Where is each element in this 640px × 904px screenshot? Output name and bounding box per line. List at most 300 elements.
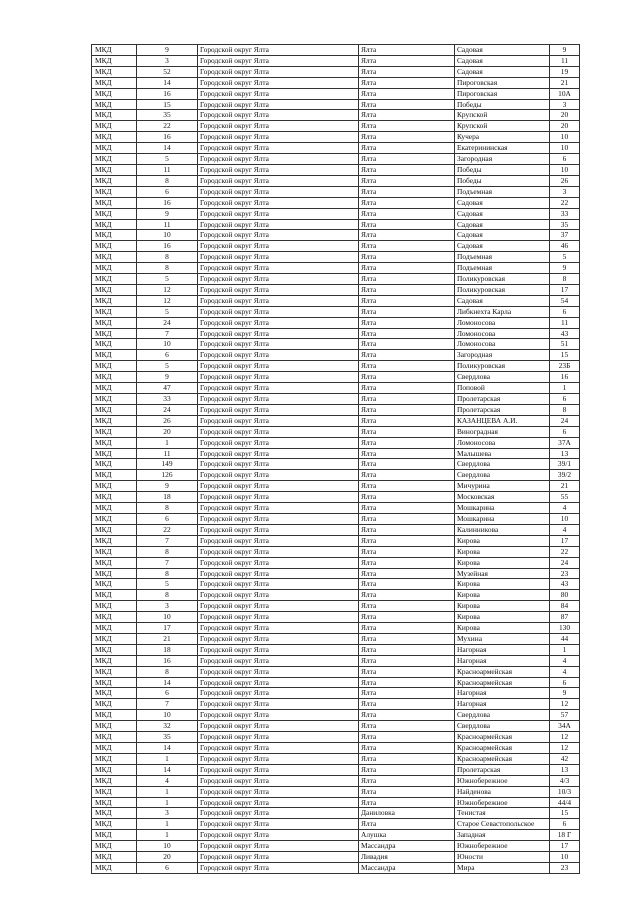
- apartments-count-cell: 5: [137, 361, 198, 372]
- locality-cell: Ялта: [359, 732, 455, 743]
- table-row: [92, 862, 580, 873]
- municipality-cell: Городской округ Ялта: [198, 470, 359, 481]
- municipality-cell: Городской округ Ялта: [198, 546, 359, 557]
- locality-cell: Ялта: [359, 677, 455, 688]
- house-number-cell: 16: [550, 372, 580, 383]
- building-type-cell: МКД: [92, 317, 137, 328]
- apartments-count-cell: 33: [137, 394, 198, 405]
- building-type-cell: МКД: [92, 819, 137, 830]
- municipality-cell: Городской округ Ялта: [198, 66, 359, 77]
- locality-cell: Ялта: [359, 448, 455, 459]
- house-number-cell: 10А: [550, 88, 580, 99]
- apartments-count-cell: 14: [137, 764, 198, 775]
- building-type-cell: МКД: [92, 274, 137, 285]
- house-number-cell: 6: [550, 677, 580, 688]
- apartments-count-cell: 18: [137, 492, 198, 503]
- table-row: [92, 721, 580, 732]
- street-cell: Свердлова: [455, 372, 550, 383]
- table-row: [92, 623, 580, 634]
- table-row: [92, 328, 580, 339]
- house-number-cell: 13: [550, 448, 580, 459]
- house-number-cell: 37А: [550, 437, 580, 448]
- apartments-count-cell: 6: [137, 513, 198, 524]
- apartments-count-cell: 8: [137, 175, 198, 186]
- house-number-cell: 6: [550, 154, 580, 165]
- table-row: [92, 830, 580, 841]
- building-type-cell: МКД: [92, 132, 137, 143]
- street-cell: Виноградная: [455, 426, 550, 437]
- apartments-count-cell: 22: [137, 121, 198, 132]
- table-row: [92, 688, 580, 699]
- municipality-cell: Городской округ Ялта: [198, 154, 359, 165]
- street-cell: Ломоносова: [455, 328, 550, 339]
- locality-cell: Ялта: [359, 284, 455, 295]
- apartments-count-cell: 7: [137, 699, 198, 710]
- locality-cell: Даниловка: [359, 808, 455, 819]
- apartments-count-cell: 9: [137, 372, 198, 383]
- building-type-cell: МКД: [92, 350, 137, 361]
- municipality-cell: Городской округ Ялта: [198, 284, 359, 295]
- municipality-cell: Городской округ Ялта: [198, 590, 359, 601]
- street-cell: Красноармейская: [455, 732, 550, 743]
- street-cell: Либкнехта Карла: [455, 306, 550, 317]
- street-cell: Мухина: [455, 633, 550, 644]
- table-row: [92, 535, 580, 546]
- apartments-count-cell: 10: [137, 710, 198, 721]
- street-cell: Пролетарская: [455, 404, 550, 415]
- building-type-cell: МКД: [92, 732, 137, 743]
- building-type-cell: МКД: [92, 601, 137, 612]
- building-type-cell: МКД: [92, 808, 137, 819]
- municipality-cell: Городской округ Ялта: [198, 797, 359, 808]
- locality-cell: Ялта: [359, 45, 455, 56]
- street-cell: Кучера: [455, 132, 550, 143]
- locality-cell: Ялта: [359, 230, 455, 241]
- locality-cell: Ялта: [359, 132, 455, 143]
- locality-cell: Ялта: [359, 77, 455, 88]
- municipality-cell: Городской округ Ялта: [198, 764, 359, 775]
- street-cell: Поликуровская: [455, 284, 550, 295]
- table-row: [92, 143, 580, 154]
- table-row: [92, 633, 580, 644]
- municipality-cell: Городской округ Ялта: [198, 513, 359, 524]
- apartments-count-cell: 26: [137, 415, 198, 426]
- municipality-cell: Городской округ Ялта: [198, 579, 359, 590]
- municipality-cell: Городской округ Ялта: [198, 77, 359, 88]
- house-number-cell: 4: [550, 503, 580, 514]
- house-number-cell: 42: [550, 753, 580, 764]
- municipality-cell: Городской округ Ялта: [198, 208, 359, 219]
- street-cell: Подъемная: [455, 186, 550, 197]
- municipality-cell: Городской округ Ялта: [198, 394, 359, 405]
- house-number-cell: 10: [550, 132, 580, 143]
- locality-cell: Ялта: [359, 197, 455, 208]
- house-number-cell: 6: [550, 306, 580, 317]
- building-type-cell: МКД: [92, 448, 137, 459]
- house-number-cell: 39/2: [550, 470, 580, 481]
- municipality-cell: Городской округ Ялта: [198, 274, 359, 285]
- locality-cell: Ялта: [359, 710, 455, 721]
- house-number-cell: 43: [550, 328, 580, 339]
- street-cell: Кирова: [455, 535, 550, 546]
- street-cell: Садовая: [455, 230, 550, 241]
- street-cell: Загородная: [455, 350, 550, 361]
- street-cell: Мира: [455, 862, 550, 873]
- building-type-cell: МКД: [92, 568, 137, 579]
- apartments-count-cell: 3: [137, 601, 198, 612]
- street-cell: Нагорная: [455, 644, 550, 655]
- street-cell: Пироговская: [455, 88, 550, 99]
- locality-cell: Ялта: [359, 55, 455, 66]
- locality-cell: Ялта: [359, 66, 455, 77]
- street-cell: Музейная: [455, 568, 550, 579]
- house-number-cell: 13: [550, 764, 580, 775]
- locality-cell: Ялта: [359, 579, 455, 590]
- house-number-cell: 15: [550, 350, 580, 361]
- house-number-cell: 34А: [550, 721, 580, 732]
- building-type-cell: МКД: [92, 219, 137, 230]
- apartments-count-cell: 10: [137, 841, 198, 852]
- table-row: [92, 45, 580, 56]
- table-row: [92, 121, 580, 132]
- table-row: [92, 295, 580, 306]
- street-cell: Нагорная: [455, 688, 550, 699]
- table-row: [92, 677, 580, 688]
- house-number-cell: 12: [550, 743, 580, 754]
- municipality-cell: Городской округ Ялта: [198, 775, 359, 786]
- street-cell: Загородная: [455, 154, 550, 165]
- building-type-cell: МКД: [92, 753, 137, 764]
- locality-cell: Ялта: [359, 394, 455, 405]
- locality-cell: Ялта: [359, 623, 455, 634]
- building-type-cell: МКД: [92, 721, 137, 732]
- street-cell: Нагорная: [455, 699, 550, 710]
- street-cell: Садовая: [455, 241, 550, 252]
- street-cell: Подъемная: [455, 252, 550, 263]
- street-cell: Нагорная: [455, 655, 550, 666]
- apartments-count-cell: 7: [137, 535, 198, 546]
- table-row: [92, 241, 580, 252]
- street-cell: Тенистая: [455, 808, 550, 819]
- building-type-cell: МКД: [92, 459, 137, 470]
- table-row: [92, 710, 580, 721]
- apartments-count-cell: 8: [137, 263, 198, 274]
- building-type-cell: МКД: [92, 77, 137, 88]
- apartments-count-cell: 11: [137, 219, 198, 230]
- locality-cell: Массандра: [359, 841, 455, 852]
- table-row: [92, 186, 580, 197]
- street-cell: Пролетарская: [455, 764, 550, 775]
- building-type-cell: МКД: [92, 623, 137, 634]
- street-cell: Кирова: [455, 590, 550, 601]
- apartments-count-cell: 14: [137, 677, 198, 688]
- house-number-cell: 21: [550, 481, 580, 492]
- apartments-count-cell: 3: [137, 55, 198, 66]
- street-cell: Садовая: [455, 295, 550, 306]
- locality-cell: Ялта: [359, 426, 455, 437]
- municipality-cell: Городской округ Ялта: [198, 317, 359, 328]
- house-number-cell: 9: [550, 688, 580, 699]
- street-cell: Пролетарская: [455, 394, 550, 405]
- building-type-cell: МКД: [92, 437, 137, 448]
- house-number-cell: 9: [550, 45, 580, 56]
- street-cell: Московская: [455, 492, 550, 503]
- locality-cell: Ялта: [359, 633, 455, 644]
- table-row: [92, 66, 580, 77]
- locality-cell: Ялта: [359, 415, 455, 426]
- house-number-cell: 4: [550, 524, 580, 535]
- locality-cell: Ялта: [359, 143, 455, 154]
- building-type-cell: МКД: [92, 306, 137, 317]
- apartments-count-cell: 17: [137, 623, 198, 634]
- house-number-cell: 4: [550, 666, 580, 677]
- building-type-cell: МКД: [92, 66, 137, 77]
- municipality-cell: Городской округ Ялта: [198, 492, 359, 503]
- house-number-cell: 3: [550, 99, 580, 110]
- table-row: [92, 154, 580, 165]
- table-row: [92, 99, 580, 110]
- municipality-cell: Городской округ Ялта: [198, 557, 359, 568]
- house-number-cell: 130: [550, 623, 580, 634]
- apartments-count-cell: 16: [137, 655, 198, 666]
- locality-cell: Ялта: [359, 721, 455, 732]
- table-row: [92, 437, 580, 448]
- locality-cell: Ялта: [359, 557, 455, 568]
- municipality-cell: Городской округ Ялта: [198, 88, 359, 99]
- building-type-cell: МКД: [92, 666, 137, 677]
- building-type-cell: МКД: [92, 655, 137, 666]
- apartments-count-cell: 47: [137, 383, 198, 394]
- locality-cell: Ялта: [359, 99, 455, 110]
- building-type-cell: МКД: [92, 688, 137, 699]
- house-number-cell: 51: [550, 339, 580, 350]
- locality-cell: Ялта: [359, 568, 455, 579]
- building-type-cell: МКД: [92, 513, 137, 524]
- building-type-cell: МКД: [92, 644, 137, 655]
- table-row: [92, 77, 580, 88]
- locality-cell: Ялта: [359, 219, 455, 230]
- building-type-cell: МКД: [92, 186, 137, 197]
- locality-cell: Ялта: [359, 241, 455, 252]
- street-cell: Крупской: [455, 110, 550, 121]
- street-cell: Садовая: [455, 219, 550, 230]
- building-type-cell: МКД: [92, 797, 137, 808]
- house-number-cell: 54: [550, 295, 580, 306]
- locality-cell: Ялта: [359, 666, 455, 677]
- building-type-cell: МКД: [92, 110, 137, 121]
- locality-cell: Ялта: [359, 775, 455, 786]
- apartments-count-cell: 52: [137, 66, 198, 77]
- building-type-cell: МКД: [92, 841, 137, 852]
- municipality-cell: Городской округ Ялта: [198, 721, 359, 732]
- street-cell: Садовая: [455, 55, 550, 66]
- municipality-cell: Городской округ Ялта: [198, 819, 359, 830]
- apartments-count-cell: 16: [137, 88, 198, 99]
- table-row: [92, 306, 580, 317]
- municipality-cell: Городской округ Ялта: [198, 241, 359, 252]
- street-cell: Садовая: [455, 208, 550, 219]
- building-type-cell: МКД: [92, 524, 137, 535]
- locality-cell: Ялта: [359, 339, 455, 350]
- locality-cell: Ялта: [359, 306, 455, 317]
- building-type-cell: МКД: [92, 55, 137, 66]
- apartments-count-cell: 8: [137, 590, 198, 601]
- house-number-cell: 26: [550, 175, 580, 186]
- municipality-cell: Городской округ Ялта: [198, 263, 359, 274]
- apartments-count-cell: 5: [137, 306, 198, 317]
- municipality-cell: Городской округ Ялта: [198, 164, 359, 175]
- building-type-cell: МКД: [92, 45, 137, 56]
- house-number-cell: 1: [550, 383, 580, 394]
- table-row: [92, 568, 580, 579]
- locality-cell: Ялта: [359, 383, 455, 394]
- table-row: [92, 808, 580, 819]
- house-number-cell: 23: [550, 862, 580, 873]
- table-row: [92, 404, 580, 415]
- apartments-count-cell: 10: [137, 612, 198, 623]
- house-number-cell: 87: [550, 612, 580, 623]
- table-row: [92, 775, 580, 786]
- street-cell: Свердлова: [455, 721, 550, 732]
- apartments-count-cell: 126: [137, 470, 198, 481]
- municipality-cell: Городской округ Ялта: [198, 710, 359, 721]
- locality-cell: Ялта: [359, 688, 455, 699]
- building-type-cell: МКД: [92, 503, 137, 514]
- apartments-count-cell: 11: [137, 448, 198, 459]
- building-type-cell: МКД: [92, 284, 137, 295]
- house-number-cell: 6: [550, 426, 580, 437]
- municipality-cell: Городской округ Ялта: [198, 361, 359, 372]
- municipality-cell: Городской округ Ялта: [198, 601, 359, 612]
- locality-cell: Алушка: [359, 830, 455, 841]
- building-type-cell: МКД: [92, 862, 137, 873]
- house-number-cell: 80: [550, 590, 580, 601]
- table-row: [92, 655, 580, 666]
- municipality-cell: Городской округ Ялта: [198, 481, 359, 492]
- locality-cell: Ялта: [359, 404, 455, 415]
- street-cell: Свердлова: [455, 710, 550, 721]
- apartments-count-cell: 35: [137, 732, 198, 743]
- locality-cell: Ялта: [359, 513, 455, 524]
- building-type-cell: МКД: [92, 121, 137, 132]
- table-row: [92, 317, 580, 328]
- house-number-cell: 18 Г: [550, 830, 580, 841]
- table-row: [92, 415, 580, 426]
- apartments-count-cell: 21: [137, 633, 198, 644]
- locality-cell: Ялта: [359, 786, 455, 797]
- street-cell: Кирова: [455, 557, 550, 568]
- table-row: [92, 786, 580, 797]
- building-type-cell: МКД: [92, 88, 137, 99]
- building-type-cell: МКД: [92, 590, 137, 601]
- street-cell: Кирова: [455, 612, 550, 623]
- house-number-cell: 33: [550, 208, 580, 219]
- municipality-cell: Городской округ Ялта: [198, 306, 359, 317]
- street-cell: Юности: [455, 852, 550, 863]
- house-number-cell: 10: [550, 513, 580, 524]
- street-cell: Мошкарина: [455, 503, 550, 514]
- locality-cell: Ялта: [359, 601, 455, 612]
- table-row: [92, 590, 580, 601]
- municipality-cell: Городской округ Ялта: [198, 677, 359, 688]
- apartments-count-cell: 14: [137, 743, 198, 754]
- locality-cell: Ялта: [359, 764, 455, 775]
- locality-cell: Ялта: [359, 208, 455, 219]
- apartments-count-cell: 1: [137, 753, 198, 764]
- municipality-cell: Городской округ Ялта: [198, 841, 359, 852]
- table-row: [92, 175, 580, 186]
- street-cell: Свердлова: [455, 459, 550, 470]
- locality-cell: Ялта: [359, 437, 455, 448]
- table-row: [92, 132, 580, 143]
- table-row: [92, 284, 580, 295]
- table-row: [92, 764, 580, 775]
- apartments-count-cell: 11: [137, 164, 198, 175]
- table-row: [92, 394, 580, 405]
- house-number-cell: 12: [550, 699, 580, 710]
- house-number-cell: 24: [550, 415, 580, 426]
- locality-cell: Ялта: [359, 535, 455, 546]
- house-number-cell: 12: [550, 732, 580, 743]
- table-row: [92, 383, 580, 394]
- apartments-count-cell: 9: [137, 481, 198, 492]
- municipality-cell: Городской округ Ялта: [198, 252, 359, 263]
- house-number-cell: 23Б: [550, 361, 580, 372]
- locality-cell: Ялта: [359, 481, 455, 492]
- apartments-count-cell: 9: [137, 208, 198, 219]
- locality-cell: Ялта: [359, 186, 455, 197]
- house-number-cell: 6: [550, 819, 580, 830]
- building-type-cell: МКД: [92, 295, 137, 306]
- apartments-count-cell: 8: [137, 568, 198, 579]
- building-type-cell: МКД: [92, 633, 137, 644]
- apartments-count-cell: 1: [137, 830, 198, 841]
- house-number-cell: 17: [550, 535, 580, 546]
- table-row: [92, 274, 580, 285]
- table-row: [92, 743, 580, 754]
- building-type-cell: МКД: [92, 612, 137, 623]
- municipality-cell: Городской округ Ялта: [198, 459, 359, 470]
- apartments-count-cell: 1: [137, 437, 198, 448]
- apartments-count-cell: 149: [137, 459, 198, 470]
- house-number-cell: 6: [550, 394, 580, 405]
- table-body: [92, 45, 580, 874]
- table-row: [92, 644, 580, 655]
- house-number-cell: 55: [550, 492, 580, 503]
- house-number-cell: 17: [550, 284, 580, 295]
- street-cell: Свердлова: [455, 470, 550, 481]
- street-cell: Кирова: [455, 623, 550, 634]
- apartments-count-cell: 4: [137, 775, 198, 786]
- house-number-cell: 4/3: [550, 775, 580, 786]
- locality-cell: Ялта: [359, 492, 455, 503]
- house-number-cell: 20: [550, 121, 580, 132]
- house-number-cell: 57: [550, 710, 580, 721]
- house-number-cell: 22: [550, 197, 580, 208]
- building-type-cell: МКД: [92, 230, 137, 241]
- building-type-cell: МКД: [92, 372, 137, 383]
- building-type-cell: МКД: [92, 677, 137, 688]
- street-cell: Победы: [455, 99, 550, 110]
- house-number-cell: 84: [550, 601, 580, 612]
- locality-cell: Ялта: [359, 154, 455, 165]
- house-number-cell: 10: [550, 143, 580, 154]
- street-cell: Садовая: [455, 197, 550, 208]
- table-row: [92, 612, 580, 623]
- locality-cell: Ялта: [359, 503, 455, 514]
- street-cell: Мичурина: [455, 481, 550, 492]
- table-row: [92, 579, 580, 590]
